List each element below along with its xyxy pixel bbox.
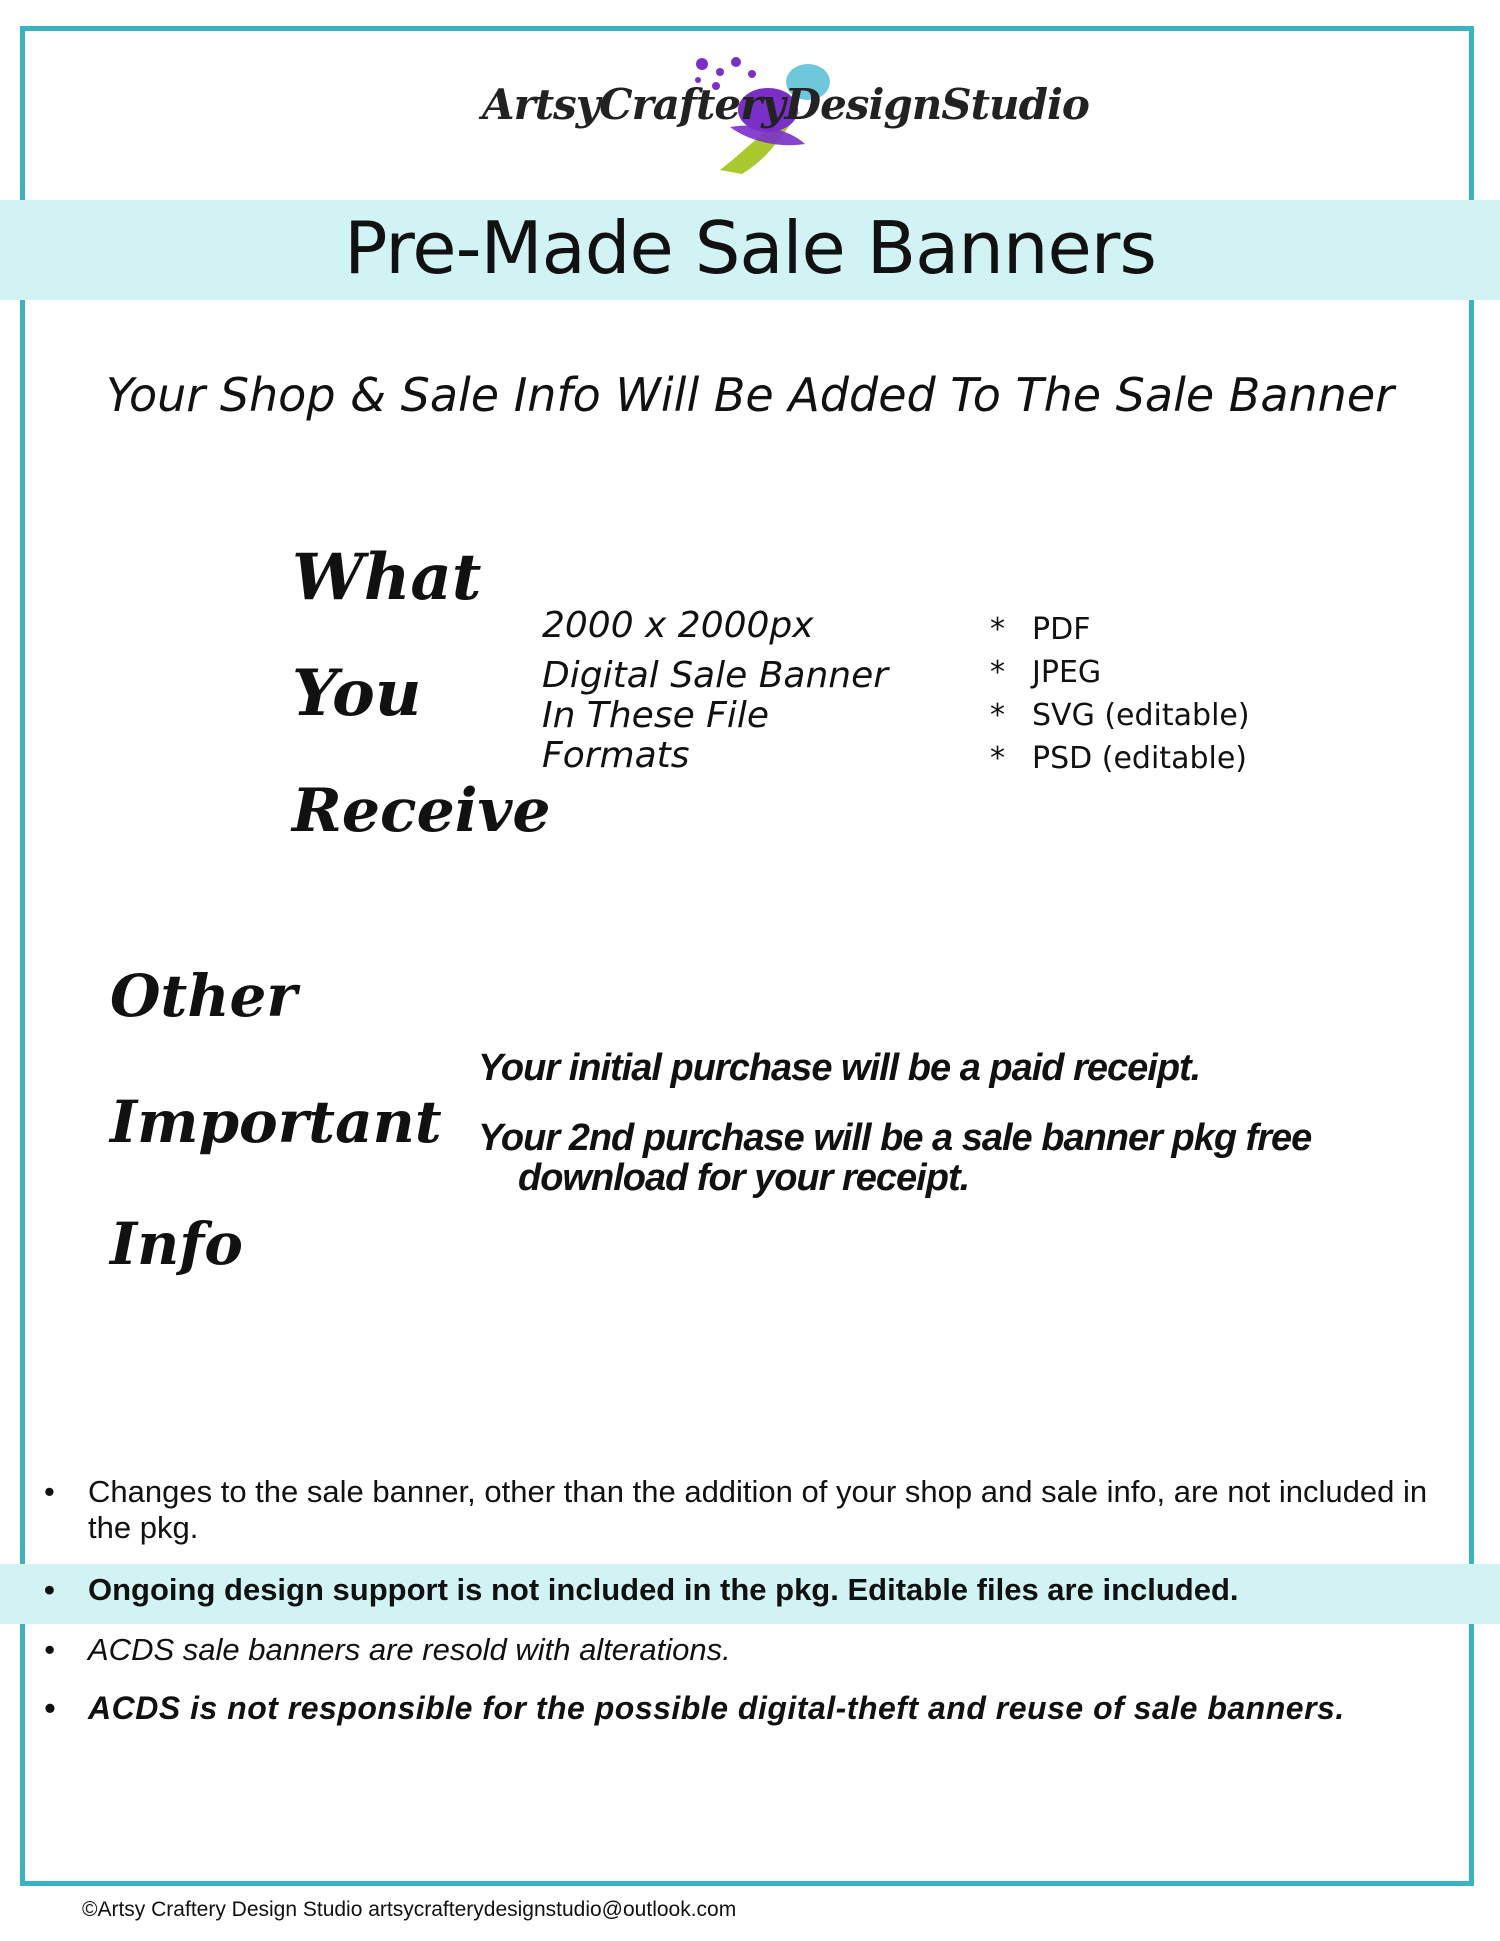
list-item	[40, 1690, 1460, 1726]
note-text: ACDS sale banners are resold with alterations.	[88, 1632, 731, 1667]
purchase-line-2b: download for your receipt.	[518, 1157, 970, 1199]
purchase-line-2	[478, 1118, 1408, 1198]
format-label: JPEG	[1032, 655, 1102, 690]
note-text: ACDS is not responsible for the possible digital-theft and reuse of sale banners.	[88, 1690, 1345, 1726]
list-item	[40, 1562, 1460, 1632]
asterisk: *	[990, 612, 1005, 647]
page-title: Pre-Made Sale Banners	[344, 206, 1156, 290]
format-label: PSD (editable)	[1032, 741, 1247, 776]
list-item	[40, 1474, 1460, 1562]
other-heading-other: Other	[110, 962, 297, 1030]
asterisk: *	[990, 741, 1005, 776]
receive-heading-receive: Receive	[292, 776, 551, 846]
bullet-dot: •	[44, 1690, 56, 1726]
purchase-line-2a: Your 2nd purchase will be a sale banner pkg free	[478, 1117, 1312, 1159]
receive-heading-what: What	[292, 540, 482, 615]
purchase-info	[478, 1048, 1408, 1228]
spec-size: 2000 x 2000px	[542, 605, 814, 646]
bullet-dot: •	[44, 1632, 55, 1667]
spec-line: Digital Sale Banner	[542, 655, 889, 696]
format-list	[990, 608, 1250, 780]
spec-description	[542, 606, 962, 776]
list-item	[990, 737, 1250, 780]
note-text: Changes to the sale banner, other than the addition of your shop and sale info, are not included in the pkg.	[88, 1474, 1428, 1545]
notes-list	[40, 1474, 1460, 1726]
spec-line: Formats	[542, 735, 690, 776]
receive-heading-you: You	[292, 656, 422, 731]
bullet-dot: •	[44, 1572, 55, 1607]
list-item	[990, 651, 1250, 694]
asterisk: *	[990, 698, 1005, 733]
footer-copyright: ©Artsy Craftery Design Studio artsycrafterydesignstudio@outlook.com	[82, 1898, 737, 1921]
asterisk: *	[990, 655, 1005, 690]
brand-name: ArtsyCrafteryDesignStudio	[482, 80, 1089, 129]
list-item	[40, 1632, 1460, 1690]
note-text: Ongoing design support is not included in the pkg. Editable files are included.	[88, 1572, 1239, 1607]
list-item	[990, 694, 1250, 737]
spec-line: In These File	[542, 695, 770, 736]
list-item	[990, 608, 1250, 651]
brand-logo	[470, 52, 1089, 182]
format-label: PDF	[1032, 612, 1091, 647]
other-heading-important: Important	[110, 1088, 442, 1156]
bullet-dot: •	[44, 1474, 55, 1509]
page-subtitle: Your Shop & Sale Info Will Be Added To The Sale Banner	[105, 368, 1395, 422]
purchase-line-1: Your initial purchase will be a paid receipt.	[478, 1047, 1201, 1089]
format-label: SVG (editable)	[1032, 698, 1250, 733]
other-heading-info: Info	[110, 1210, 243, 1278]
